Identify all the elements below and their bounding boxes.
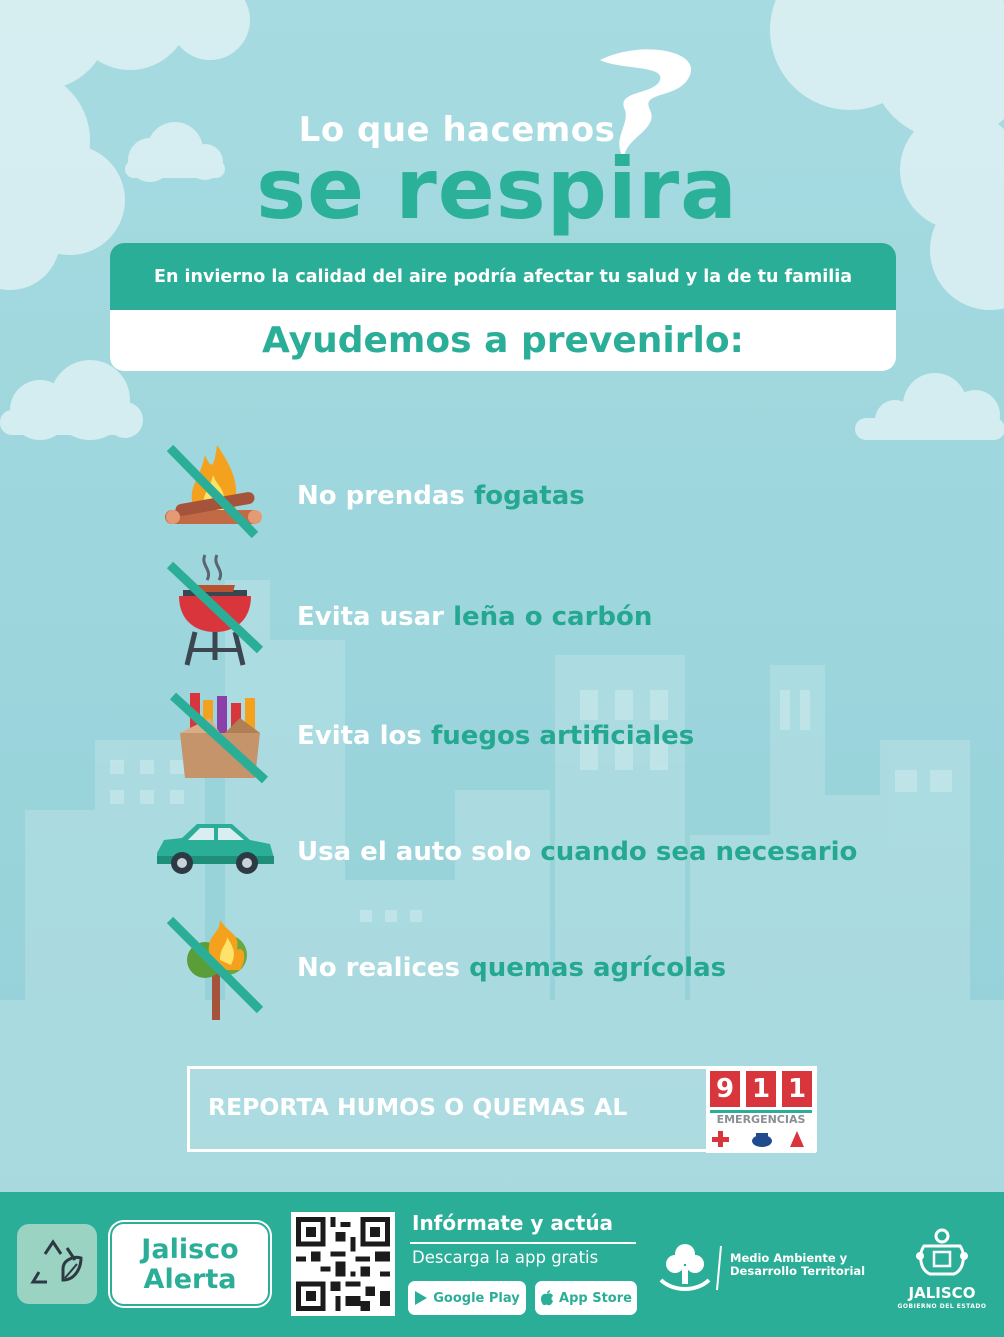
tip-text: Evita usar: [297, 602, 454, 632]
tip-avoid-fireworks: [297, 721, 694, 751]
apple-icon: [540, 1290, 554, 1306]
agency-name-line1: Medio Ambiente y: [730, 1251, 848, 1265]
tip-text: No realices: [297, 953, 470, 983]
tip-no-agricultural-burning: [297, 953, 726, 983]
google-play-label: Google Play: [433, 1290, 520, 1306]
car-icon: [152, 818, 277, 878]
app-store-label: App Store: [559, 1290, 632, 1306]
grill-icon: [165, 550, 265, 670]
emergency-services-icon: [712, 1129, 812, 1149]
tip-text: No prendas: [297, 481, 474, 511]
info-subtitle: Descarga la app gratis: [412, 1248, 599, 1267]
tip-highlight: fogatas: [473, 481, 585, 511]
tip-highlight: leña o carbón: [453, 602, 653, 632]
info-divider: [410, 1242, 636, 1244]
tip-no-bonfires: [297, 481, 585, 511]
digit-1: 1: [746, 1071, 776, 1107]
report-box: [187, 1066, 817, 1152]
google-play-icon: [414, 1290, 428, 1306]
tip-highlight: quemas agrícolas: [469, 953, 727, 983]
tip-highlight: cuando sea necesario: [540, 837, 858, 867]
digit-1: 1: [782, 1071, 812, 1107]
emergencias-label: EMERGENCIAS: [716, 1113, 806, 1126]
tip-avoid-charcoal: [297, 602, 652, 632]
campfire-icon: [155, 440, 270, 540]
tip-text: Evita los: [297, 721, 431, 751]
recycle-leaf-tile: [17, 1224, 97, 1304]
qr-code-icon[interactable]: [291, 1212, 395, 1316]
burning-tree-icon: [165, 915, 265, 1025]
tip-text: Usa el auto solo: [297, 837, 541, 867]
jalisco-alerta-app-tile[interactable]: [110, 1222, 270, 1306]
digit-9: 9: [710, 1071, 740, 1107]
report-text: REPORTA HUMOS O QUEMAS AL: [208, 1093, 628, 1121]
state-government-label: GOBIERNO DEL ESTADO: [897, 1303, 987, 1310]
tip-car-only-needed: [297, 837, 857, 867]
notice-banner: [110, 243, 896, 371]
jalisco-coat-of-arms-icon: [914, 1226, 970, 1282]
headline-main: se respira: [256, 140, 738, 238]
tip-highlight: fuegos artificiales: [430, 721, 695, 751]
notice-text: En invierno la calidad del aire podría afectar tu salud y la de tu familia: [110, 243, 896, 310]
app-store-button[interactable]: [535, 1281, 637, 1315]
app-name-line2: Alerta: [143, 1264, 237, 1295]
environment-agency-logo-icon: [655, 1236, 727, 1300]
recycle-leaf-icon: [17, 1224, 97, 1304]
emergency-911-badge[interactable]: [706, 1067, 816, 1153]
agency-name: [730, 1252, 865, 1278]
app-name-line1: Jalisco: [141, 1234, 239, 1265]
fireworks-box-icon: [165, 688, 270, 788]
agency-name-line2: Desarrollo Territorial: [730, 1264, 866, 1278]
google-play-button[interactable]: [408, 1281, 526, 1315]
headline-top: Lo que hacemos: [298, 110, 616, 150]
info-title: Infórmate y actúa: [412, 1211, 614, 1235]
call-to-action: Ayudemos a prevenirlo:: [262, 320, 744, 361]
state-name: JALISCO: [908, 1284, 976, 1302]
